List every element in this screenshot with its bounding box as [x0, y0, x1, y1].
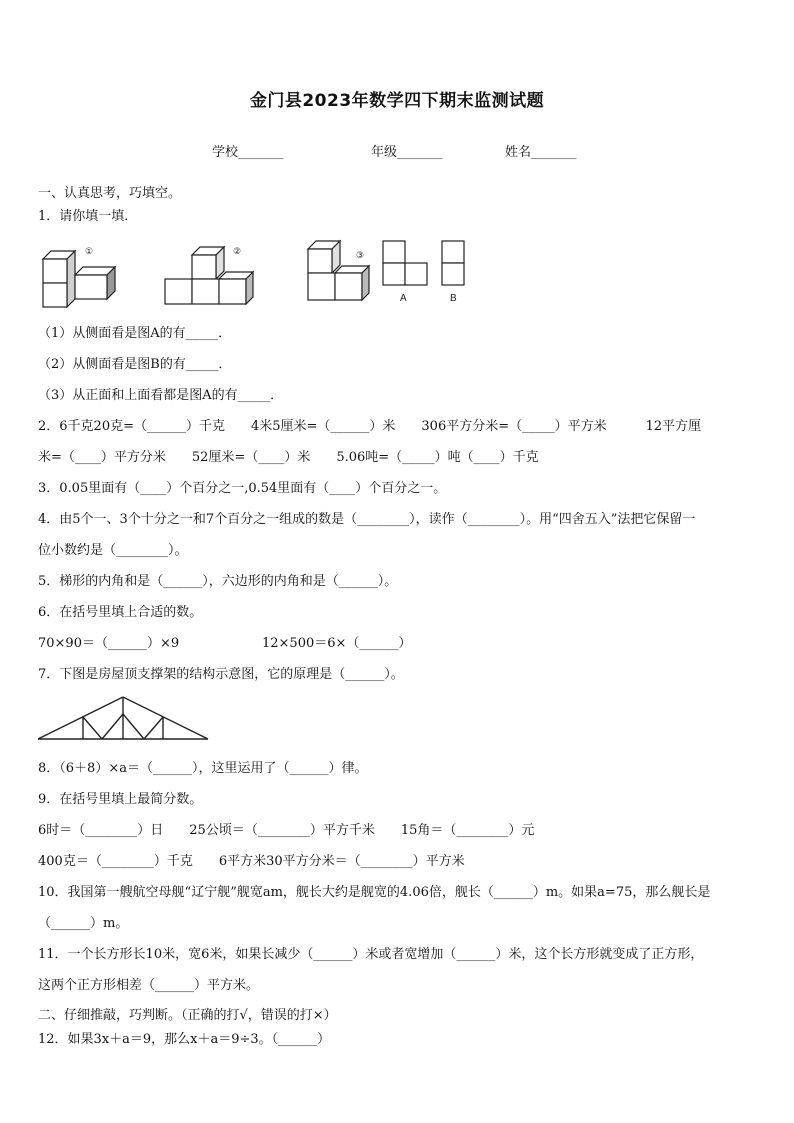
question-9-line-2: 400克＝（________）千克 6平方米30平方分米＝（________）平方米	[38, 854, 465, 869]
question-8: 8．（6＋8）×a＝（______），这里运用了（______）律。	[38, 761, 368, 776]
question-4-line-2: 位小数约是（________）。	[38, 543, 188, 558]
figure-label-1: ①	[85, 246, 94, 256]
cube-figures	[38, 236, 478, 308]
view-a	[383, 241, 427, 285]
question-9-stem: 9．在括号里填上最简分数。	[38, 792, 203, 807]
question-6-expr-1: 70×90＝（______）×9	[38, 636, 180, 651]
question-1-sub-1: （1）从侧面看是图A的有_____．	[38, 326, 232, 341]
question-6-expr-2: 12×500＝6×（______）	[262, 636, 412, 651]
question-10-line-2: （______）m。	[38, 916, 129, 931]
figure-label-3: ③	[356, 250, 365, 260]
question-9-line-1: 6时＝（________）日 25公顷＝（________）平方千米 15角＝（________）元	[38, 823, 535, 838]
question-6-stem: 6．在括号里填上合适的数。	[38, 605, 203, 620]
school-field: 学校_______	[212, 145, 284, 160]
question-3: 3．0.05里面有（____）个百分之一,0.54里面有（____）个百分之一。	[38, 481, 447, 496]
section-2-heading: 二、仔细推敲，巧判断。（正确的打√，错误的打×）	[38, 1008, 337, 1023]
question-2-line-1: 2．6千克20克=（______）千克 4米5厘米=（______）米 306平方分米=（_____）平方米 12平方厘	[38, 419, 702, 434]
question-1-stem: 1．请你填一填．	[38, 209, 138, 224]
question-11-line-1: 11．一个长方形长10米，宽6米，如果长减少（______）米或者宽增加（______）米，这个长方形就变成了正方形，	[38, 947, 704, 962]
view-b-label: B	[450, 293, 457, 304]
name-field: 姓名_______	[505, 145, 577, 160]
question-1-sub-2: （2）从侧面看是图B的有_____．	[38, 357, 232, 372]
question-4-line-1: 4．由5个一、3个十分之一和7个百分之一组成的数是（________），读作（________）。用“四舍五入”法把它保留一	[38, 512, 696, 527]
question-7: 7．下图是房屋顶支撑架的结构示意图，它的原理是（______）。	[38, 667, 404, 682]
roof-truss-figure	[36, 694, 212, 744]
question-11-line-2: 这两个正方形相差（______）平方米。	[38, 978, 260, 993]
figure-label-2: ②	[233, 246, 242, 256]
question-1-sub-3: （3）从正面和上面看都是图A的有_____．	[38, 388, 284, 403]
page-title: 金门县2023年数学四下期末监测试题	[249, 91, 545, 111]
view-a-label: A	[400, 293, 407, 304]
section-1-heading: 一、认真思考，巧填空。	[38, 186, 182, 201]
grade-field: 年级_______	[371, 145, 443, 160]
question-5: 5．梯形的内角和是（______），六边形的内角和是（______）。	[38, 574, 398, 589]
question-2-line-2: 米=（____）平方分米 52厘米=（____）米 5.06吨=（_____）吨（____）千克	[38, 450, 539, 465]
cube-figure-1	[43, 251, 115, 307]
question-12: 12．如果3x＋a＝9，那么x＋a＝9÷3。（______）	[38, 1032, 331, 1047]
question-10-line-1: 10．我国第一艘航空母舰“辽宁舰”舰宽am，舰长大约是舰宽的4.06倍，舰长（______）m。如果a=75，那么舰长是	[38, 885, 711, 900]
view-b	[442, 241, 464, 285]
